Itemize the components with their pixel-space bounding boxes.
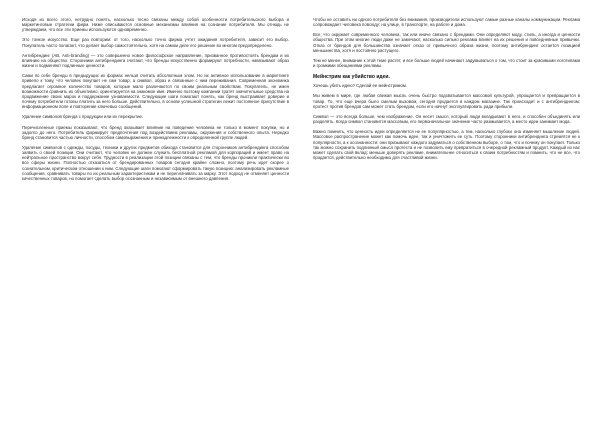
paragraph: Чтобы не оставить ни одного потребителя без внимания, производители используют самые разные каналы коммуникации. Реклама сопровождает человека повсюду: на улице, в транспорте, на работе и дома. — [313, 17, 580, 28]
paragraph: Удаление символов брендa с продукции или их перекрытие. — [22, 114, 144, 120]
paragraph: Тем не менее, внимание к этой теме растет, и все больше людей начинают задумываться о том, что стоит за красивыми логотипами и громкими обещаниями рекламы. — [313, 57, 580, 69]
paragraph: Хочешь убить идею? Сделай ее мейнстримом. — [313, 83, 408, 89]
right-column — [313, 17, 580, 414]
paragraph: Важно помнить, что ценность идеи определяется не ее популярностью, а тем, насколько глубоко она изменяет мышление людей. Массовое распространение может как помочь идее, так и уничтожить ее суть. Поэтому сторонники антибрендинга стремятся не к популярности, а к осознанности: они призывают каждого задуматься о собственном выборе, о том, что и почему он покупает. Только так можно сохранить подлинный смысл протеста и не позволить ему превратиться в очередной рекламный продукт. Каждый из нас может сделать свой вклад: меньше доверять рекламе, внимательнее относиться к своим потребностям и помнить, что не все, что продается, действительно необходимо для счастливой жизни. — [313, 129, 580, 160]
left-column — [22, 17, 289, 414]
section-heading: Мейнстрим как убийство идеи. — [313, 74, 390, 81]
paragraph: Удаление символов с одежды, посуды, техники и других предметов обихода становится для сторонников антибрендинга способом заявить о своей позиции. Они считают, что человек не должен служить бесплатной рекламой для корпораций и имеет право на нейтральное пространство вокруг себя. Трудности в реализации этой позиции связаны с тем, что бренды проникли практически во все сферы жизни. Полностью отказаться от брендированных товаров сегодня крайне сложно, поэтому речь идет скорее о сознательном, критическом отношении к ним. Следующие шаги помогают сформировать такую позицию: анализировать рекламные сообщения, сравнивать товары по их реальным характеристикам и не переплачивать за марку. Этот подход не отменяет ценности качественных товаров, но помогает сделать выбор осознанным и независимым от внешнего давления. — [22, 144, 289, 181]
paragraph: Сами по себе бренды в предыдущих их формах нельзя считать абсолютным злом. Но их активное использование в маркетинге привело к тому, что человек покупает не сам товар, а символ, образ и связанные с ним переживания. Современная экономика предлагает огромное количество товаров, которые мало различаются по своим реальным свойствам. Покупатель, не имея возможности сравнить их объективно, ориентируется на знакомое имя. Именно поэтому компании тратят значительные средства на продвижение своих марок и поддержание узнаваемости. Следующие шаги помогают понять, как бренд выстраивает доверие и почему потребители готовы платить за него больше. Действительно, в основе успешной стратегии лежит постоянное присутствие в информационном поле и повторение ключевых сообщений. — [22, 73, 289, 110]
paragraph: Антибрендинг (AB, Anti-branding) — это совершенно новое философское направление, призванное противостоять брендам и их влиянию на общество. Сторонники антибрендинга считают, что бренды искусственно формируют потребности, навязывают образ жизни и подменяют подлинные ценности. — [22, 52, 289, 69]
paragraph: Это тонкое искусство. Еще раз повторим: от того, насколько точно фирма учтет ожидания потребителя, зависит его выбор. Покупатель часто полагает, что делает выбор самостоятельно, хотя на самом деле его решение во многом предопределено. — [22, 37, 289, 48]
paragraph: Все, что окружает современного человека, так или иначе связано с брендами. Они определяют моду, стиль, а иногда и ценности общества. При этом многие люди даже не замечают, насколько сильно реклама влияет на их решения и повседневные привычки. Отказ от брендов для большинства означает отказ от привычного образа жизни, поэтому антибрендинг остается позицией меньшинства, хотя и постоянно растущего. — [313, 32, 580, 53]
paragraph: Исходя из всего этого, нетрудно понять, насколько тесно связаны между собой особенности потребительского выбора и маркетинговые стратегии фирм. Ниже описываются основные механизмы влияния на сознание потребителя. Мы отнюдь не утверждаем, что все эти приемы используются одновременно. — [22, 17, 289, 33]
paragraph: Перечисленные приемы показывают, что бренд оказывает влияние на поведение человека не только в момент покупки, но и задолго до него. Потребитель формирует предпочтения под воздействием рекламы, окружения и собственного опыта. Нередко бренд становится частью личности, способом самовыражения и принадлежности к определенной группе людей. — [22, 124, 289, 140]
paragraph: Символ — это всегда больше, чем изображение. Он несет смысл, который люди вкладывают в него, и способен объединять или разделять. Когда символ становится массовым, его первоначальное значение часто размывается, а место идеи занимает мода. — [313, 113, 580, 125]
paragraph: Мы живем в мире, где любая свежая мысль очень быстро подхватывается массовой культурой, упрощается и превращается в товар. То, что еще вчера было смелым вызовом, сегодня продается в каждом магазине. Так происходит и с антибрендингом: протест против брендов сам может стать брендом, если его начнут эксплуатировать ради прибыли. — [313, 93, 580, 109]
